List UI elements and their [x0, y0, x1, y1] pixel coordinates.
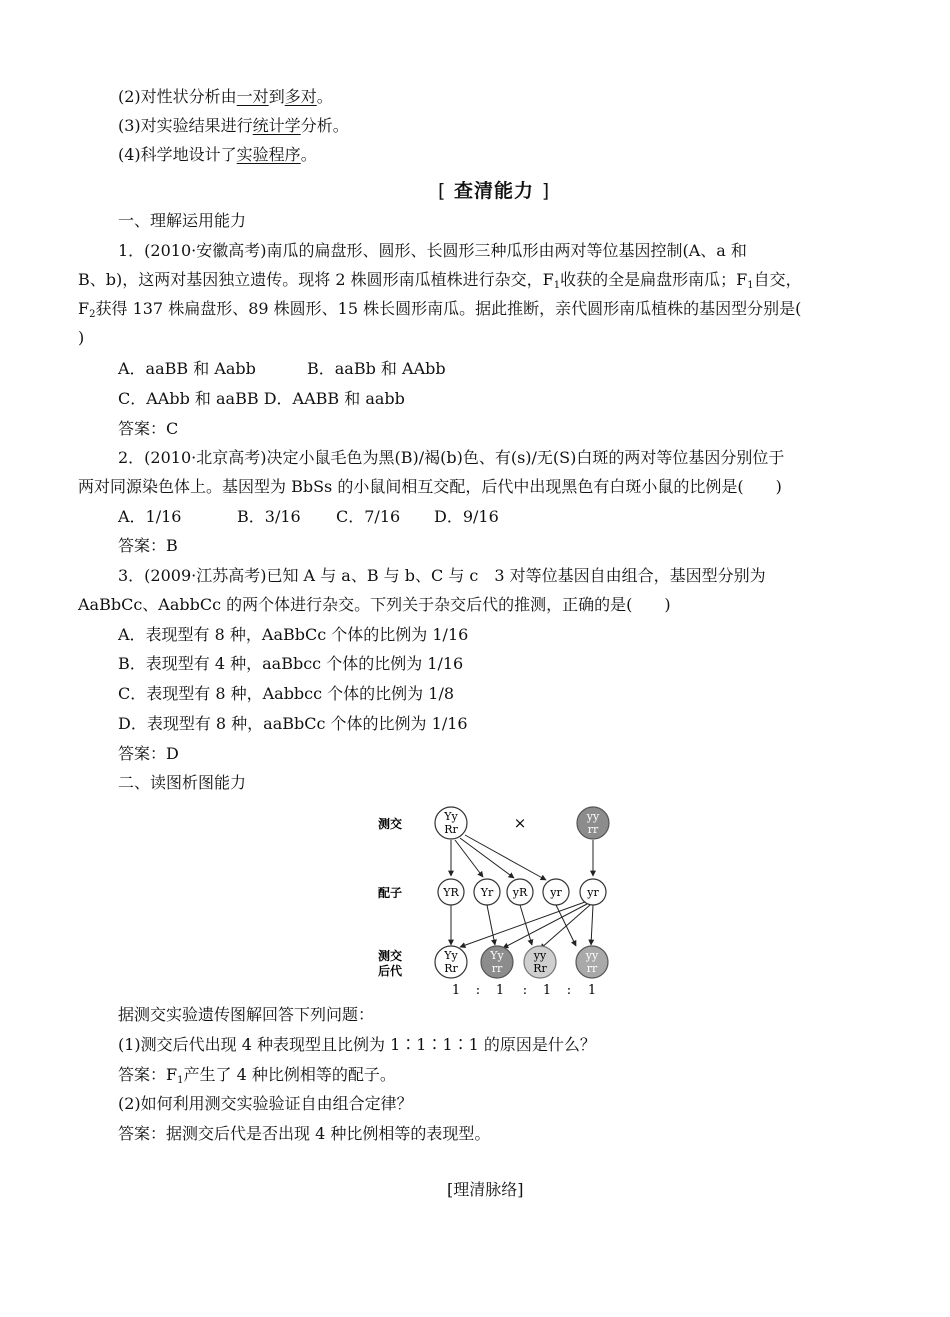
- offspring-1: [435, 946, 467, 978]
- parent-1-circle: [435, 807, 467, 839]
- footer-section-title: [理清脉络]: [447, 1180, 524, 1199]
- gamete-yr-4: [543, 879, 569, 905]
- q1-option-a: A．aaBB 和 Aabb: [118, 359, 256, 378]
- item-2-connector: 到: [268, 87, 285, 106]
- s2-answer-2: 答案：据测交后代是否出现 4 种比例相等的表现型。: [118, 1124, 491, 1143]
- offspring-3: [524, 946, 556, 978]
- q1-line-1: 1．(2010·安徽高考)南瓜的扁盘形、圆形、长圆形三种瓜形由两对等位基因控制(A、a 和: [118, 241, 747, 260]
- ratio-sep-2: :: [522, 983, 528, 998]
- diagram-intro: 据测交实验遗传图解回答下列问题：: [118, 1005, 375, 1024]
- row-label-offspring-1: 测交: [378, 949, 403, 963]
- q1-line-3-b: 获得 137 株扁盘形、89 株圆形、15 株长圆形南瓜。据此推断，亲代圆形南瓜植株的基因型分别是(: [95, 299, 802, 318]
- item-4: [118, 144, 317, 166]
- item-2-keyword-1: 一对: [236, 87, 269, 106]
- ratio-sep-1: :: [475, 983, 481, 998]
- q3-answer: 答案：D: [118, 744, 179, 763]
- gamete-label-5: yr: [587, 886, 599, 899]
- offspring-2-line-1: Yy: [490, 949, 504, 962]
- q2-option-a: A．1/16: [118, 507, 182, 526]
- s2-question-1: (1)测交后代出现 4 种表现型且比例为 1∶1∶1∶1 的原因是什么？: [118, 1035, 596, 1054]
- q2-option-b: B．3/16: [237, 507, 301, 526]
- item-3: [118, 115, 349, 137]
- q1-sub-2: 1: [747, 280, 754, 291]
- q3-option-d: D．表现型有 8 种，aaBbCc 个体的比例为 1/16: [118, 714, 468, 733]
- item-3-tail: 分析。: [300, 116, 349, 135]
- parent-2-line-2: rr: [587, 823, 599, 836]
- ratio-4: 1: [587, 983, 597, 998]
- gamete-yr-5: [580, 879, 606, 905]
- gamete-label-2: Yr: [480, 886, 494, 899]
- s2-answer-1-b: 产生了 4 种比例相等的配子。: [183, 1065, 396, 1084]
- q1-line-4: ): [78, 328, 85, 347]
- ratio-1: 1: [451, 983, 461, 998]
- row-label-testcross: 测交: [378, 817, 403, 831]
- q1-line-3: [78, 298, 801, 326]
- offspring-2-line-2: rr: [491, 962, 503, 975]
- q1-option-b: B．aaBb 和 AAbb: [307, 359, 446, 378]
- section-banner: [438, 176, 550, 203]
- s2-answer-1-sub: 1: [177, 1075, 184, 1086]
- q2-option-d: D．9/16: [434, 507, 499, 526]
- banner-title: 查清能力: [454, 180, 535, 202]
- gamete-label-4: yr: [550, 886, 562, 899]
- section-2-heading: 二、读图析图能力: [118, 773, 247, 792]
- parent-2-circle: [577, 807, 609, 839]
- item-3-keyword: 统计学: [252, 116, 301, 135]
- s2-answer-1: [118, 1064, 396, 1092]
- q3-line-1: 3．(2009·江苏高考)已知 A 与 a、B 与 b、C 与 c 3 对等位基因自由组合，基因型分别为: [118, 566, 766, 585]
- gamete-yr-2: [474, 879, 500, 905]
- cross-symbol: ×: [513, 814, 527, 832]
- ratio-2: 1: [495, 983, 505, 998]
- item-4-keyword: 实验程序: [236, 145, 301, 164]
- item-2-keyword-2: 多对: [284, 87, 317, 106]
- offspring-2: [481, 946, 513, 978]
- item-4-period: 。: [300, 145, 317, 164]
- q3-option-a: A．表现型有 8 种，AaBbCc 个体的比例为 1/16: [118, 625, 469, 644]
- gamete-yr-1: [438, 879, 464, 905]
- q1-sub-3: 2: [89, 309, 96, 320]
- q1-line-3-a: F: [78, 299, 90, 318]
- q1-option-cd: C．AAbb 和 aaBB D．AABB 和 aabb: [118, 389, 405, 408]
- banner-bracket-right: ]: [541, 180, 551, 202]
- parent-2-line-1: yy: [586, 810, 600, 823]
- ratio-3: 1: [542, 983, 552, 998]
- offspring-1-line-1: Yy: [444, 949, 458, 962]
- offspring-4: [576, 946, 608, 978]
- item-2-period: 。: [316, 87, 333, 106]
- offspring-4-line-1: yy: [585, 949, 599, 962]
- item-2-text: (2)对性状分析由: [118, 87, 237, 106]
- row-label-offspring-2: 后代: [378, 964, 403, 978]
- q1-sub-1: 1: [553, 280, 561, 291]
- offspring-4-line-2: rr: [586, 962, 598, 975]
- q2-answer: 答案：B: [118, 536, 178, 555]
- q3-option-c: C．表现型有 8 种，Aabbcc 个体的比例为 1/8: [118, 684, 455, 703]
- parent-1-line-2: Rr: [444, 823, 458, 836]
- q1-line-2-b: 收获的全是扁盘形南瓜；F: [560, 270, 748, 289]
- s2-question-2: (2)如何利用测交实验验证自由组合定律？: [118, 1094, 413, 1113]
- gamete-yr-3: [507, 879, 533, 905]
- parent-1-line-1: Yy: [444, 810, 458, 823]
- q1-line-2: [78, 269, 802, 297]
- q2-line-2: 两对同源染色体上。基因型为 BbSs 的小鼠间相互交配，后代中出现黑色有白斑小鼠的比例是( ): [78, 477, 782, 496]
- gamete-label-3: yR: [512, 886, 528, 899]
- q3-line-2: AaBbCc、AabbCc 的两个体进行杂交。下列关于杂交后代的推测，正确的是( ): [78, 595, 671, 614]
- item-2: [118, 86, 333, 108]
- gamete-label-1: YR: [443, 886, 459, 899]
- section-1-heading: 一、理解运用能力: [118, 211, 247, 230]
- q1-line-2-c: 自交，: [753, 270, 802, 289]
- ratio-row: [452, 983, 596, 998]
- q2-line-1: 2．(2010·北京高考)决定小鼠毛色为黑(B)/褐(b)色、有(s)/无(S)白斑的两对等位基因分别位于: [118, 448, 785, 467]
- testcross-diagram: [370, 800, 620, 1000]
- ratio-sep-3: :: [566, 983, 572, 998]
- row-label-gametes: 配子: [378, 886, 403, 900]
- q1-line-2-a: B、b)，这两对基因独立遗传。现将 2 株圆形南瓜植株进行杂交，F: [78, 270, 554, 289]
- banner-bracket-left: [: [438, 180, 447, 202]
- parent-to-gamete-arrows: [451, 835, 593, 880]
- s2-answer-1-a: 答案：F: [118, 1065, 178, 1084]
- gamete-to-offspring-arrows: [451, 902, 593, 949]
- offspring-3-line-2: Rr: [533, 962, 547, 975]
- q3-option-b: B．表现型有 4 种，aaBbcc 个体的比例为 1/16: [118, 654, 464, 673]
- q2-option-c: C．7/16: [336, 507, 401, 526]
- offspring-1-line-2: Rr: [444, 962, 458, 975]
- item-4-text: (4)科学地设计了: [118, 145, 237, 164]
- item-3-text: (3)对实验结果进行: [118, 116, 253, 135]
- offspring-3-line-1: yy: [533, 949, 547, 962]
- q1-answer: 答案：C: [118, 419, 179, 438]
